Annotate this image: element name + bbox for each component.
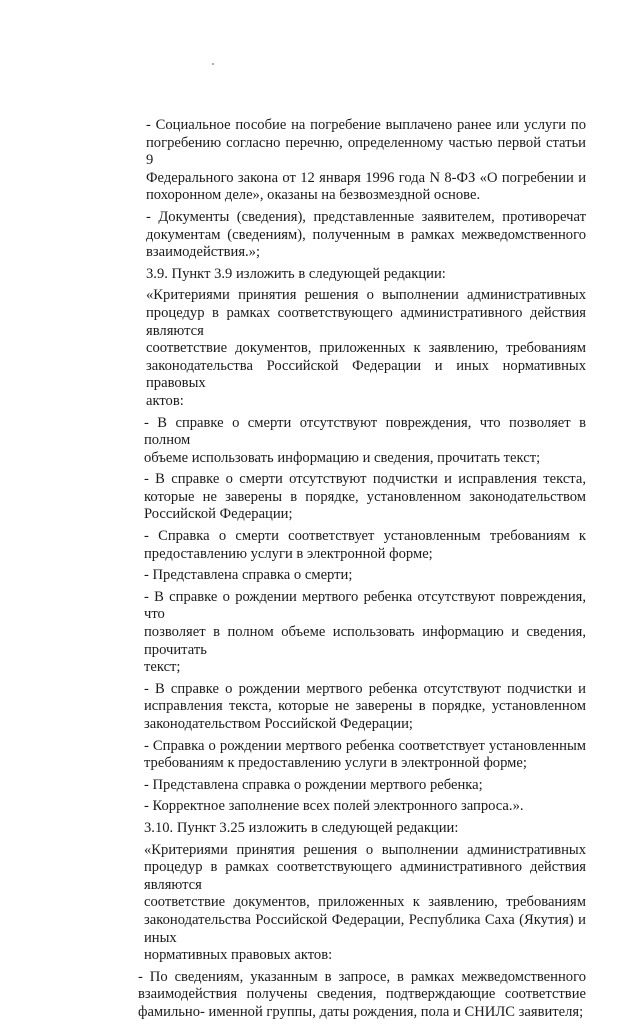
- paragraph: [116, 969, 586, 1022]
- text-line: «Критериями принятия решения о выполнении административных: [144, 841, 586, 858]
- text-line: соответствие документов, приложенных к заявлению, требованиям: [144, 894, 586, 911]
- text-line: - В справке о смерти отсутствуют повреждения, что позволяет в полном: [144, 414, 586, 449]
- text-line: фамильно- именной группы, даты рождения, пола и СНИЛС заявителя;: [138, 1003, 584, 1020]
- paragraph: [116, 415, 586, 468]
- text-line: - Представлена справка о рождении мертвого ребенка;: [144, 776, 483, 793]
- paragraph: [116, 777, 586, 795]
- text-line: - По сведениям, указанным в запросе, в рамках межведомственного: [138, 968, 586, 985]
- paragraph: [116, 798, 586, 816]
- text-line: - В справке о рождении мертвого ребенка отсутствуют повреждения, что: [144, 588, 586, 623]
- text-line: позволяет в полном объеме использовать информацию и сведения, прочитать: [144, 624, 586, 658]
- text-line: требованиям к предоставлению услуги в электронной форме;: [144, 755, 527, 772]
- text-line: - Корректное заполнение всех полей электронного запроса.».: [144, 798, 524, 815]
- paragraph: [116, 117, 586, 205]
- text-line: нормативных правовых актов:: [144, 947, 333, 964]
- text-line: документам (сведениям), полученным в рамках межведомственного: [146, 226, 586, 243]
- text-line: Федерального закона от 12 января 1996 года N 8-ФЗ «О погребении и: [146, 169, 586, 186]
- text-line: - В справке о смерти отсутствуют подчистки и исправления текста,: [144, 471, 586, 488]
- text-line: похоронном деле», оказаны на безвозмездной основе.: [146, 187, 481, 204]
- paragraph: [116, 266, 586, 284]
- text-line: которые не заверены в порядке, установленном законодательством: [144, 488, 586, 505]
- text-line: погребению согласно перечню, определенному частью первой статьи 9: [146, 134, 586, 169]
- text-line: законодательством Российской Федерации;: [144, 716, 413, 732]
- paragraph: [116, 842, 586, 965]
- text-line: предоставлению услуги в электронной форме;: [144, 545, 433, 562]
- paragraph: [116, 820, 586, 838]
- text-line: Российской Федерации;: [144, 506, 293, 523]
- text-line: законодательства Российской Федерации и иных нормативных правовых: [146, 357, 586, 392]
- paragraph: [116, 589, 586, 677]
- paragraph: [116, 528, 586, 563]
- text-line: «Критериями принятия решения о выполнении административных: [146, 287, 586, 304]
- text-line: соответствие документов, приложенных к заявлению, требованиям: [146, 340, 586, 357]
- text-line: - Документы (сведения), представленные заявителем, противоречат: [146, 208, 586, 225]
- paragraph: [116, 567, 586, 585]
- scan-speck: [212, 63, 214, 65]
- paragraph: [116, 471, 586, 524]
- text-line: 3.9. Пункт 3.9 изложить в следующей редакции:: [146, 265, 446, 282]
- text-line: - Представлена справка о смерти;: [144, 567, 353, 584]
- text-line: - Справка о рождении мертвого ребенка соответствует установленным: [144, 737, 586, 754]
- text-line: - Справка о смерти соответствует установленным требованиям к: [144, 528, 586, 545]
- paragraph: [116, 287, 586, 410]
- text-line: объеме использовать информацию и сведения, прочитать текст;: [144, 449, 541, 466]
- text-line: - В справке о рождении мертвого ребенка отсутствуют подчистки и: [144, 680, 586, 697]
- text-line: исправления текста, которые не заверены в порядке, установленном: [144, 698, 586, 715]
- text-line: 3.10. Пункт 3.25 изложить в следующей редакции:: [144, 819, 459, 836]
- text-line: актов:: [146, 392, 184, 409]
- text-line: - Социальное пособие на погребение выплачено ранее или услуги по: [146, 117, 586, 133]
- document-body: [116, 117, 586, 1026]
- text-line: взаимодействия получены сведения, подтверждающие соответствие: [138, 986, 586, 1003]
- text-line: текст;: [144, 659, 181, 676]
- paragraph: [116, 738, 586, 773]
- text-line: законодательства Российской Федерации, Республика Саха (Якутия) и иных: [144, 911, 586, 946]
- text-line: взаимодействия.»;: [146, 244, 261, 261]
- text-line: процедур в рамках соответствующего административного действия являются: [144, 859, 586, 893]
- paragraph: [116, 209, 586, 262]
- text-line: процедур в рамках соответствующего административного действия являются: [146, 304, 586, 339]
- paragraph: [116, 681, 586, 734]
